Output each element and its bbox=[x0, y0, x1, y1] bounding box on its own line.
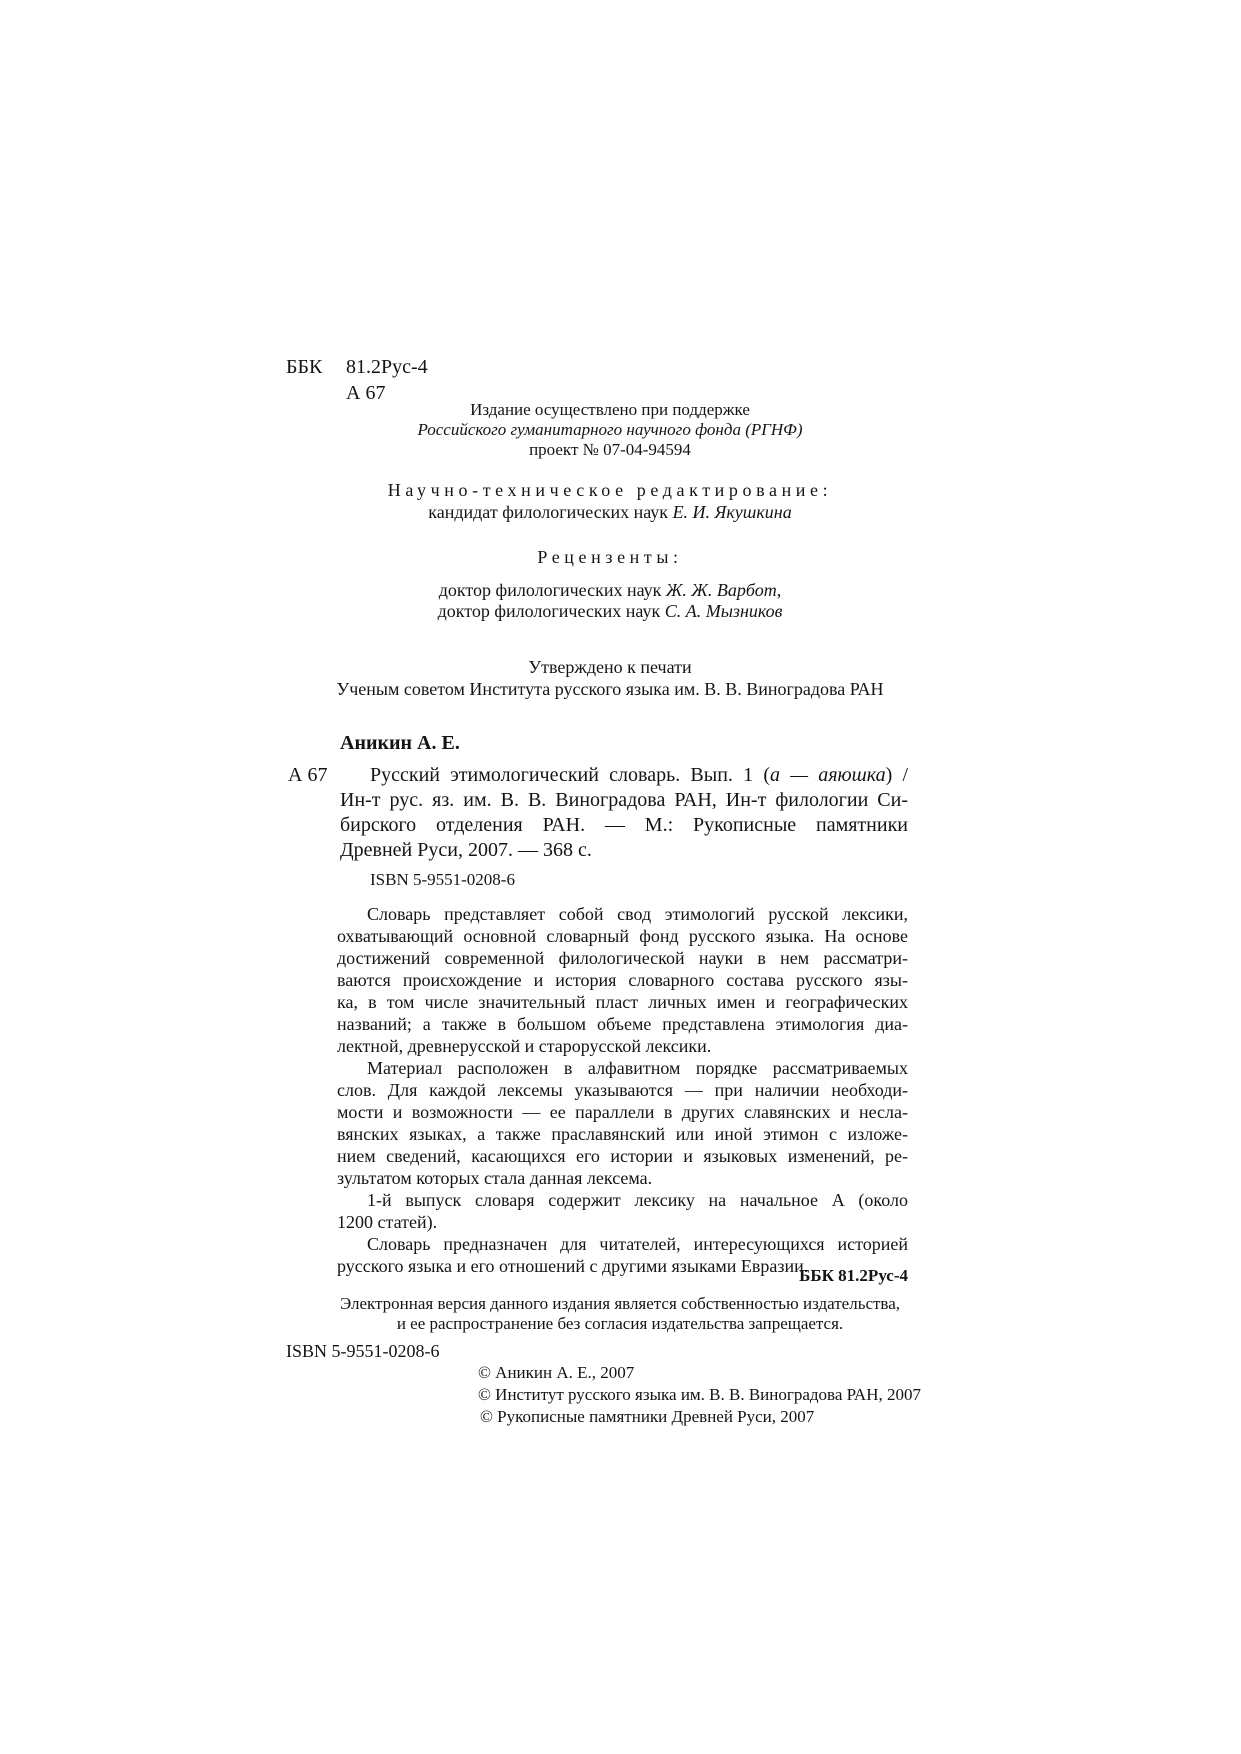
catalog-line1 bbox=[370, 763, 908, 787]
copyright-institute: © Институт русского языка им. В. В. Виноградова РАН, 2007 bbox=[478, 1385, 921, 1404]
abstract-line: Словарь представляет собой свод этимологий русской лексики, bbox=[367, 904, 908, 924]
support-line2: Российского гуманитарного научного фонда (РГНФ) bbox=[417, 420, 803, 439]
tech-editing-prefix: кандидат филологических наук bbox=[428, 502, 669, 522]
reviewer-2-prefix: доктор филологических наук bbox=[437, 601, 661, 621]
copyright-publisher: © Рукописные памятники Древней Руси, 2007 bbox=[480, 1407, 815, 1426]
catalog-line1-prefix: Русский этимологический словарь. Вып. 1 ( bbox=[370, 764, 770, 786]
reviewer-2-name: С. А. Мызников bbox=[664, 601, 783, 621]
abstract-line: русского языка и его отношений с другими языками Евразии. bbox=[337, 1256, 809, 1276]
support-line1: Издание осуществлено при поддержке bbox=[470, 400, 750, 419]
reviewers-heading: Рецензенты: bbox=[537, 547, 683, 567]
approved-line2: Ученым советом Института русского языка им. В. В. Виноградова РАН bbox=[336, 679, 884, 699]
bbk-label: ББК bbox=[286, 356, 323, 378]
catalog-line1-suffix: ) / bbox=[885, 764, 909, 786]
bbk-code: 81.2Рус-4 bbox=[346, 356, 428, 378]
abstract-line: 1200 статей). bbox=[337, 1212, 438, 1232]
abstract-line: ваются происхождение и история словарного состава русского язы- bbox=[337, 970, 908, 990]
electronic-notice-line2: и ее распространение без согласия издательства запрещается. bbox=[396, 1314, 844, 1333]
reviewer-1-prefix: доктор филологических наук bbox=[438, 580, 662, 600]
abstract-line: слов. Для каждой лексемы указываются — при наличии необходи- bbox=[337, 1080, 908, 1100]
abstract-line: охватывающий основной словарный фонд русского языка. На основе bbox=[337, 926, 908, 946]
bbk-footer: ББК 81.2Рус-4 bbox=[799, 1266, 908, 1285]
catalog-mark: А 67 bbox=[288, 764, 328, 786]
abstract-paragraph-3 bbox=[337, 1189, 908, 1233]
abstract-line: достижений современной филологической науки в нем рассматри- bbox=[337, 948, 908, 968]
support-line3: проект № 07-04-94594 bbox=[529, 440, 691, 459]
author-heading: Аникин А. Е. bbox=[340, 732, 460, 754]
abstract-line: вянских языках, а также праславянский или иной этимон с изложе- bbox=[337, 1124, 908, 1144]
catalog-range: а — аяюшка bbox=[770, 764, 886, 786]
abstract-paragraph-1 bbox=[337, 903, 908, 1057]
abstract bbox=[337, 903, 908, 1277]
abstract-line: 1-й выпуск словаря содержит лексику на начальное А (около bbox=[367, 1190, 908, 1210]
abstract-line: Словарь предназначен для читателей, интересующихся историей bbox=[367, 1234, 908, 1254]
tech-editing-name: Е. И. Якушкина bbox=[672, 502, 792, 522]
catalog-line3: бирского отделения РАН. — М.: Рукописные памятники bbox=[340, 814, 908, 836]
abstract-paragraph-2 bbox=[337, 1057, 908, 1189]
abstract-line: лектной, древнерусской и старорусской лексики. bbox=[337, 1036, 712, 1056]
reviewer-1 bbox=[380, 579, 840, 601]
catalog-line4: Древней Руси, 2007. — 368 с. bbox=[340, 839, 592, 861]
abstract-line: нием сведений, касающихся его истории и языковых изменений, ре- bbox=[337, 1146, 908, 1166]
abstract-line: зультатом которых стала данная лексема. bbox=[337, 1168, 653, 1188]
catalog-isbn: ISBN 5-9551-0208-6 bbox=[370, 870, 515, 889]
abstract-line: ка, в том числе значительный пласт личных имен и географических bbox=[337, 992, 908, 1012]
copyright-author: © Аникин А. Е., 2007 bbox=[478, 1363, 635, 1382]
catalog-line2: Ин-т рус. яз. им. В. В. Виноградова РАН, Ин-т филологии Си- bbox=[340, 789, 908, 811]
electronic-notice-line1: Электронная версия данного издания является собственностью издательства, bbox=[339, 1294, 901, 1313]
abstract-line: Материал расположен в алфавитном порядке рассматриваемых bbox=[367, 1058, 908, 1078]
tech-editing-heading: Научно-техническое редактирование: bbox=[387, 480, 833, 500]
author-mark: А 67 bbox=[346, 382, 386, 404]
reviewer-1-suffix: , bbox=[776, 580, 782, 600]
approved-line1: Утверждено к печати bbox=[528, 657, 692, 677]
reviewer-1-name: Ж. Ж. Варбот bbox=[665, 580, 777, 600]
abstract-line: названий; а также в большом объеме представлена этимология диа- bbox=[337, 1014, 908, 1034]
isbn-main: ISBN 5-9551-0208-6 bbox=[286, 1341, 440, 1361]
abstract-line: мости и возможности — ее параллели в других славянских и несла- bbox=[337, 1102, 908, 1122]
tech-editing-person bbox=[380, 501, 840, 523]
reviewer-2 bbox=[380, 600, 840, 622]
